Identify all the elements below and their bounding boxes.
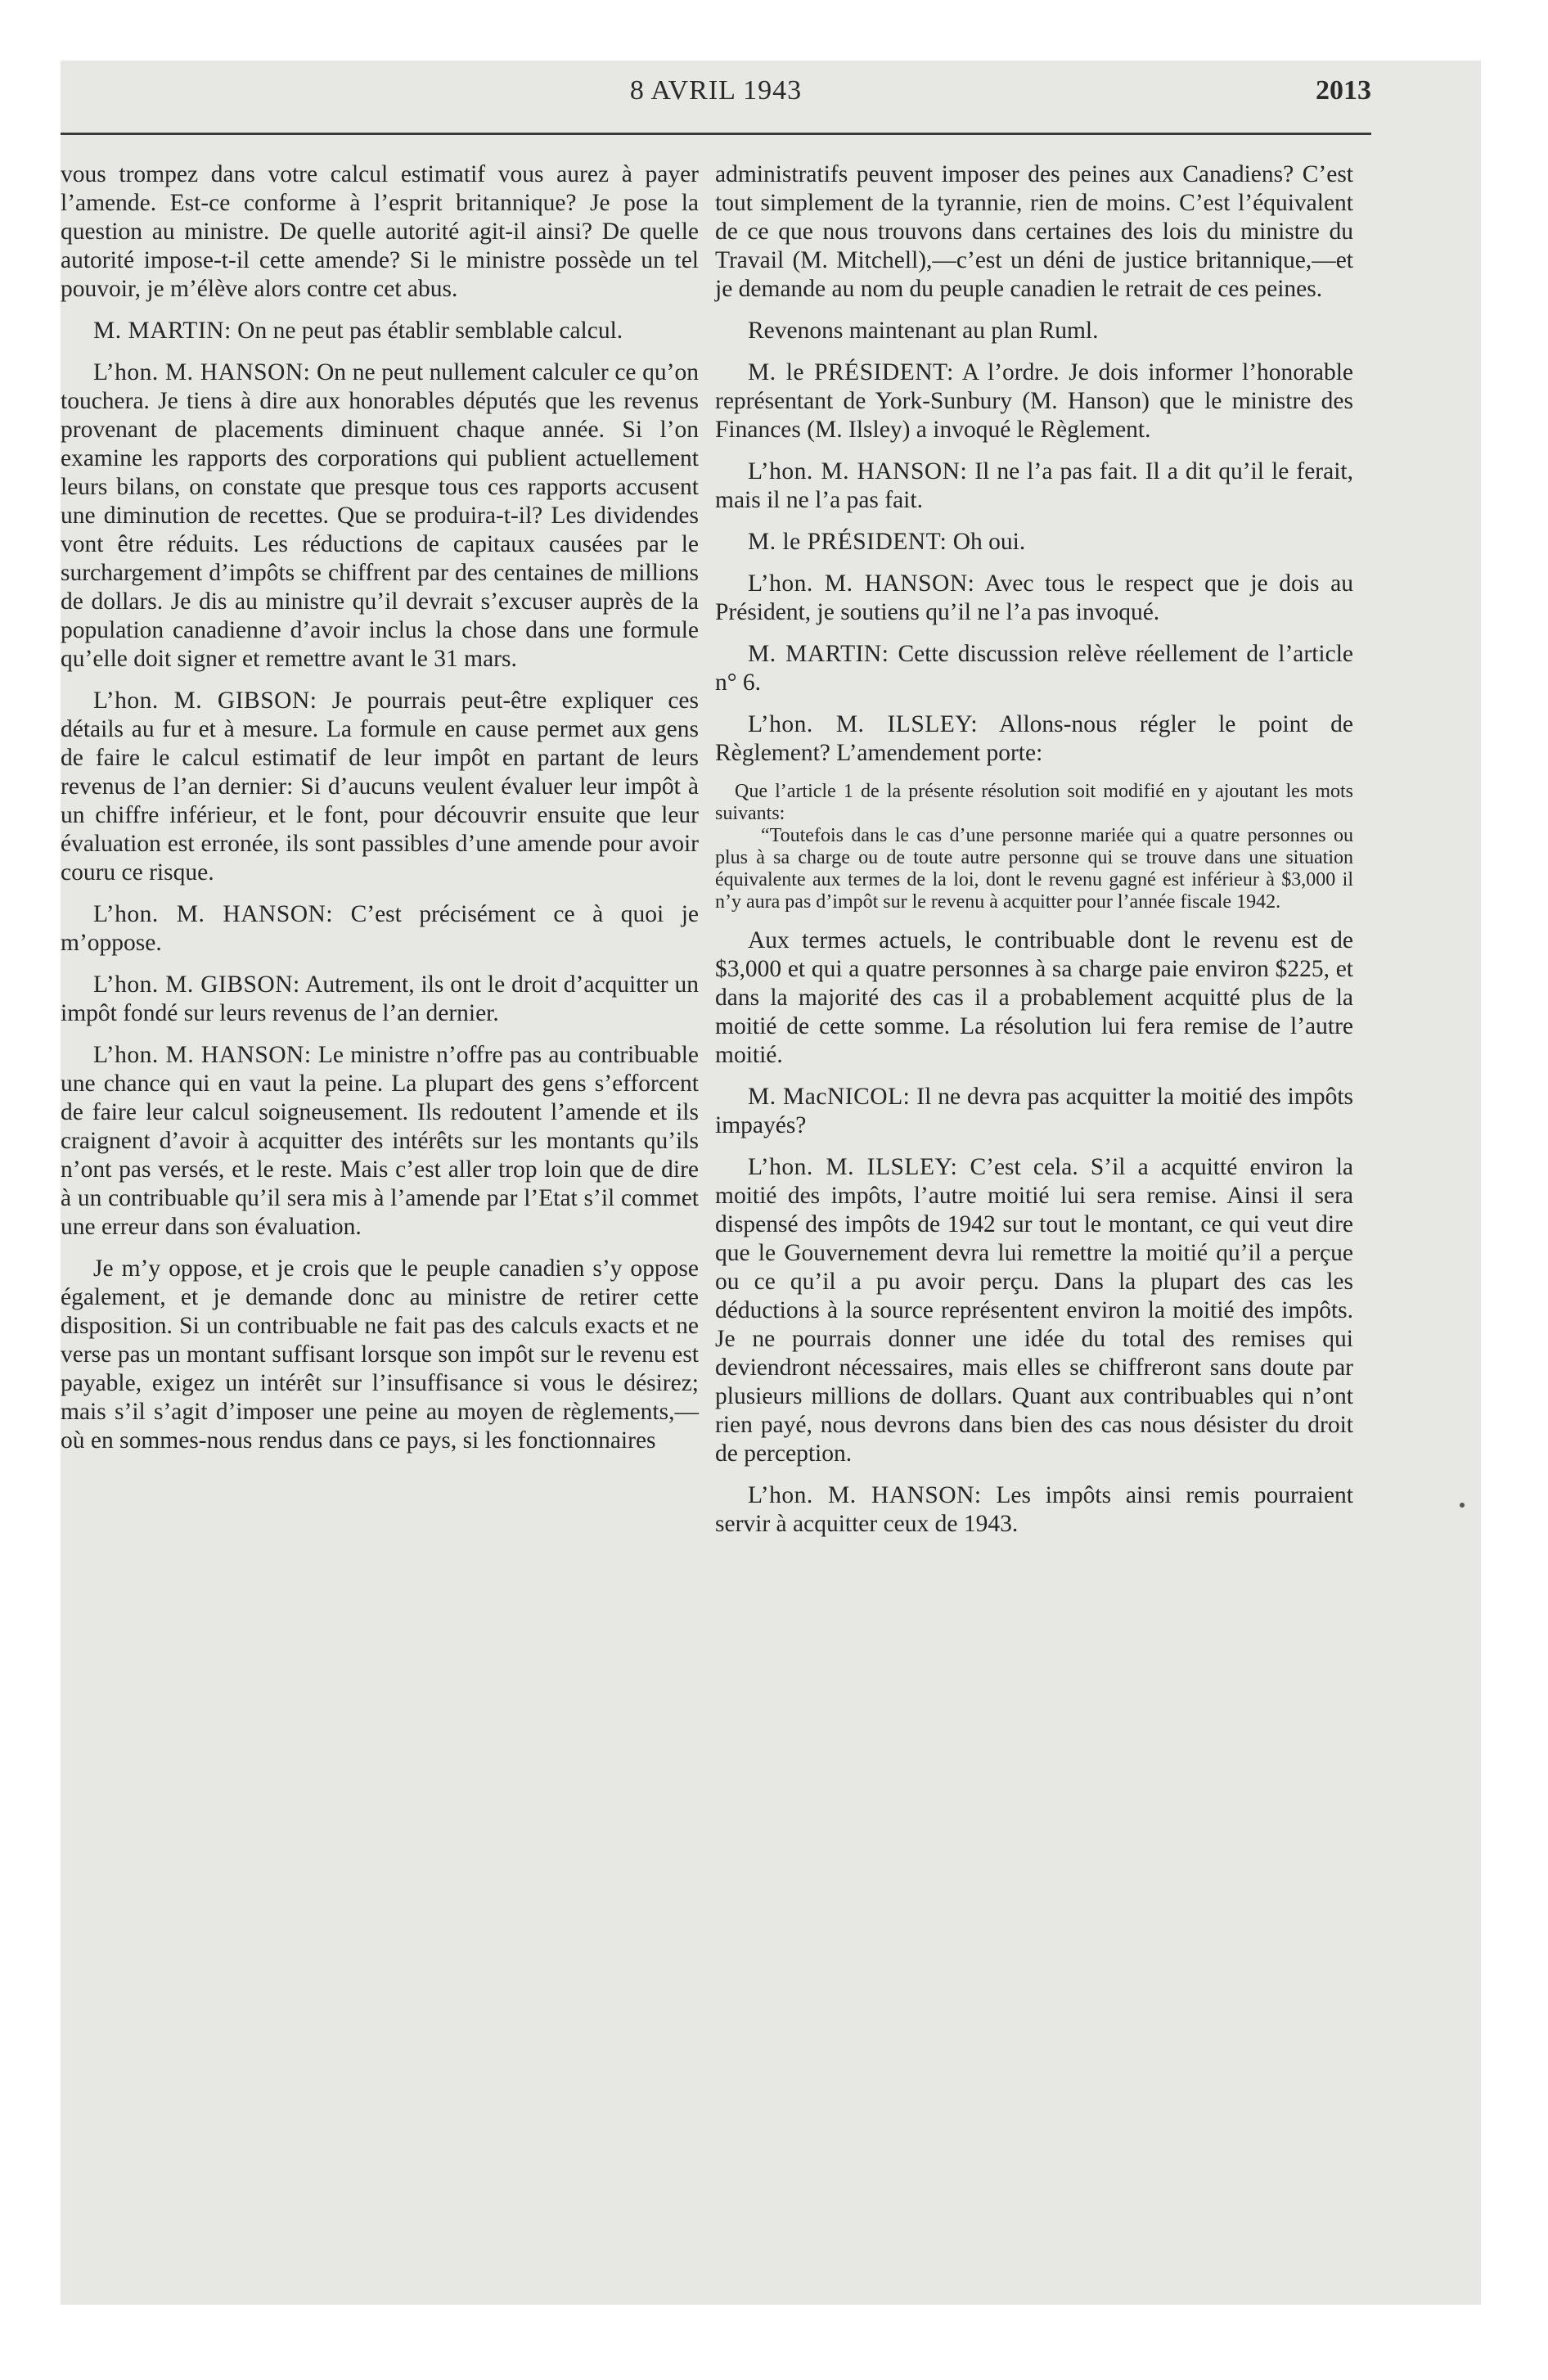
paragraph: Je m’y oppose, et je crois que le peuple canadien s’y oppose également, et je demande donc au ministre de retirer cette disposition. Si un contribuable ne fait pas des calculs exacts et ne verse pas un montant suffisant lorsque son impôt sur le revenu est payable, exigez un intérêt sur l’insuffisance si vous le désirez; mais s’il s’agit d’imposer une peine au moyen de règlements,—où en sommes-nous rendus dans ce pays, si les fonctionnaires xyxy=(61,1255,699,1454)
speech-text: Autrement, ils ont le droit d’acquitter un impôt fondé sur leurs revenus de l’an dernier. xyxy=(61,971,699,1026)
speech-text: Allons-nous régler le point de Règlement? L’amendement porte: xyxy=(715,711,1353,766)
paragraph xyxy=(61,687,699,887)
page-number: 2013 xyxy=(1316,75,1371,106)
speaker-name: M. MARTIN: xyxy=(748,641,889,667)
paragraph xyxy=(61,1041,699,1242)
speaker-name: L’hon. M. ILSLEY: xyxy=(748,711,979,737)
speaker-name: L’hon. M. HANSON: xyxy=(748,570,975,597)
speaker-name: L’hon. M. HANSON: xyxy=(93,901,334,927)
right-column xyxy=(715,160,1353,1552)
speech-text: Il ne l’a pas fait. Il a dit qu’il le ferait, mais il ne l’a pas fait. xyxy=(715,458,1353,513)
paragraph xyxy=(715,570,1353,627)
header-rule xyxy=(61,133,1371,135)
speaker-name: L’hon. M. HANSON: xyxy=(93,359,311,385)
speech-text: Oh oui. xyxy=(947,529,1026,555)
quote-line: Que l’article 1 de la présente résolution soit modifié en y ajoutant les mots suivants: xyxy=(715,781,1353,824)
speech-text: On ne peut pas établir semblable calcul. xyxy=(231,318,623,344)
amendment-quote xyxy=(715,781,1353,913)
speech-text: Il ne devra pas acquitter la moitié des impôts impayés? xyxy=(715,1084,1353,1138)
speech-text: C’est cela. S’il a acquitté environ la moitié des impôts, l’autre moitié lui sera remise. Ainsi il sera dispensé des impôts de 1942 sur tout le montant, ce qui veut dire que le Gouvernement devra lui remettre la moitié qu’il a perçue ou ce qu’il a pu avoir perçu. Dans la plupart des cas les déductions à la source représentent environ la moitié des impôts. Je ne pourrais donner une idée du total des remises qui deviendront nécessaires, mais elles se chiffreront sans doute par plusieurs millions de dollars. Quant aux contribuables qui n’ont rien payé, nous devrons dans bien des cas nous désister du droit de perception. xyxy=(715,1154,1354,1467)
header-date: 8 AVRIL 1943 xyxy=(629,75,803,106)
speaker-name: L’hon. M. HANSON: xyxy=(748,458,968,485)
speech-text: Je pourrais peut-être expliquer ces détails au fur et à mesure. La formule en cause permet aux gens de faire le calcul estimatif de leur impôt en partant de leurs revenus de l’an dernier: Si d’aucuns veulent évaluer leur impôt à un chiffre inférieur, et le font, pour découvrir ensuite que leur évaluation est erronée, ils sont passibles d’une amende pour avoir couru ce risque. xyxy=(61,687,699,886)
paragraph xyxy=(61,317,699,345)
speaker-name: L’hon. M. ILSLEY: xyxy=(748,1154,958,1180)
paragraph xyxy=(715,358,1353,444)
speaker-name: M. le PRÉSIDENT: xyxy=(748,359,954,385)
paragraph xyxy=(715,1153,1353,1468)
paragraph xyxy=(61,971,699,1028)
speech-text: Le ministre n’offre pas au contribuable une chance qui en vaut la peine. La plupart des gens s’efforcent de faire leur calcul soigneusement. Ils redoutent l’amende et ils craignent d’avoir à acquitter des intérêts sur les montants qu’ils n’ont pas versés, et le reste. Mais c’est aller trop loin que de dire à un contribuable qu’il sera mis à l’amende par l’Etat s’il commet une erreur dans son évaluation. xyxy=(61,1042,699,1240)
paragraph: Revenons maintenant au plan Ruml. xyxy=(748,318,1099,344)
speaker-name: L’hon. M. GIBSON: xyxy=(93,971,300,998)
paragraph xyxy=(715,710,1353,768)
scan-speck xyxy=(1460,1503,1465,1508)
speech-text: A l’ordre. Je dois informer l’honorable représentant de York-Sunbury (M. Hanson) que le ministre des Finances (M. Ilsley) a invoqué le Règlement. xyxy=(715,359,1353,443)
speech-text: Avec tous le respect que je dois au Président, je soutiens qu’il ne l’a pas invoqué. xyxy=(715,570,1353,625)
speaker-name: L’hon. M. HANSON: xyxy=(748,1482,982,1508)
paragraph xyxy=(715,458,1353,515)
speaker-name: L’hon. M. GIBSON: xyxy=(93,687,317,714)
quote-line: “Toutefois dans le cas d’une personne mariée qui a quatre personnes ou plus à sa charge ou de toute autre personne qui se trouve dans une situation équivalente aux termes de la loi, dont le revenu gagné est inférieur à $3,000 il n’y aura pas d’impôt sur le revenu à acquitter pour l’année fiscale 1942. xyxy=(715,825,1353,913)
paragraph xyxy=(61,358,699,674)
paragraph xyxy=(61,900,699,958)
left-column xyxy=(61,160,699,1468)
speaker-name: M. MARTIN: xyxy=(93,318,232,344)
paragraph xyxy=(715,528,1353,557)
paragraph xyxy=(715,1083,1353,1140)
speaker-name: L’hon. M. HANSON: xyxy=(93,1042,312,1068)
paragraph: Aux termes actuels, le contribuable dont le revenu est de $3,000 et qui a quatre personnes à sa charge paie environ $225, et dans la majorité des cas il a probablement acquitté plus de la moitié de cette somme. La résolution lui fera remise de l’autre moitié. xyxy=(715,927,1353,1068)
paragraph xyxy=(715,640,1353,697)
speech-text: On ne peut nullement calculer ce qu’on touchera. Je tiens à dire aux honorables députés que les revenus provenant de placements diminuent chaque année. Si l’on examine les rapports des corporations qui publient actuellement leurs bilans, on constate que presque tous ces rapports accusent une diminution de recettes. Que se produira-t-il? Les dividendes vont être réduits. Les réductions de capitaux causées par le surchargement d’impôts se chiffrent par des centaines de millions de dollars. Je dis au ministre qu’il devrait s’excuser auprès de la population canadienne d’avoir inclus la chose dans une formule qu’elle doit signer et remettre avant le 31 mars. xyxy=(61,359,699,672)
paragraph: vous trompez dans votre calcul estimatif vous aurez à payer l’amende. Est-ce conforme à l’esprit britannique? Je pose la question au ministre. De quelle autorité agit-il ainsi? De quelle autorité impose-t-il cette amende? Si le ministre possède un tel pouvoir, je m’élève alors contre cet abus. xyxy=(61,161,699,302)
speaker-name: M. MacNICOL: xyxy=(748,1084,911,1110)
paragraph xyxy=(715,1481,1353,1539)
page-header xyxy=(61,75,1371,124)
paragraph: administratifs peuvent imposer des peines aux Canadiens? C’est tout simplement de la tyrannie, rien de moins. C’est l’équivalent de ce que nous trouvons dans certaines des lois du ministre du Travail (M. Mitchell),—c’est un déni de justice britannique,—et je demande au nom du peuple canadien le retrait de ces peines. xyxy=(715,161,1353,302)
speech-text: C’est précisément ce à quoi je m’oppose. xyxy=(61,901,699,956)
speech-text: Les impôts ainsi remis pourraient servir à acquitter ceux de 1943. xyxy=(715,1482,1353,1537)
speech-text: Cette discussion relève réellement de l’article n° 6. xyxy=(715,641,1353,696)
speaker-name: M. le PRÉSIDENT: xyxy=(748,529,947,555)
